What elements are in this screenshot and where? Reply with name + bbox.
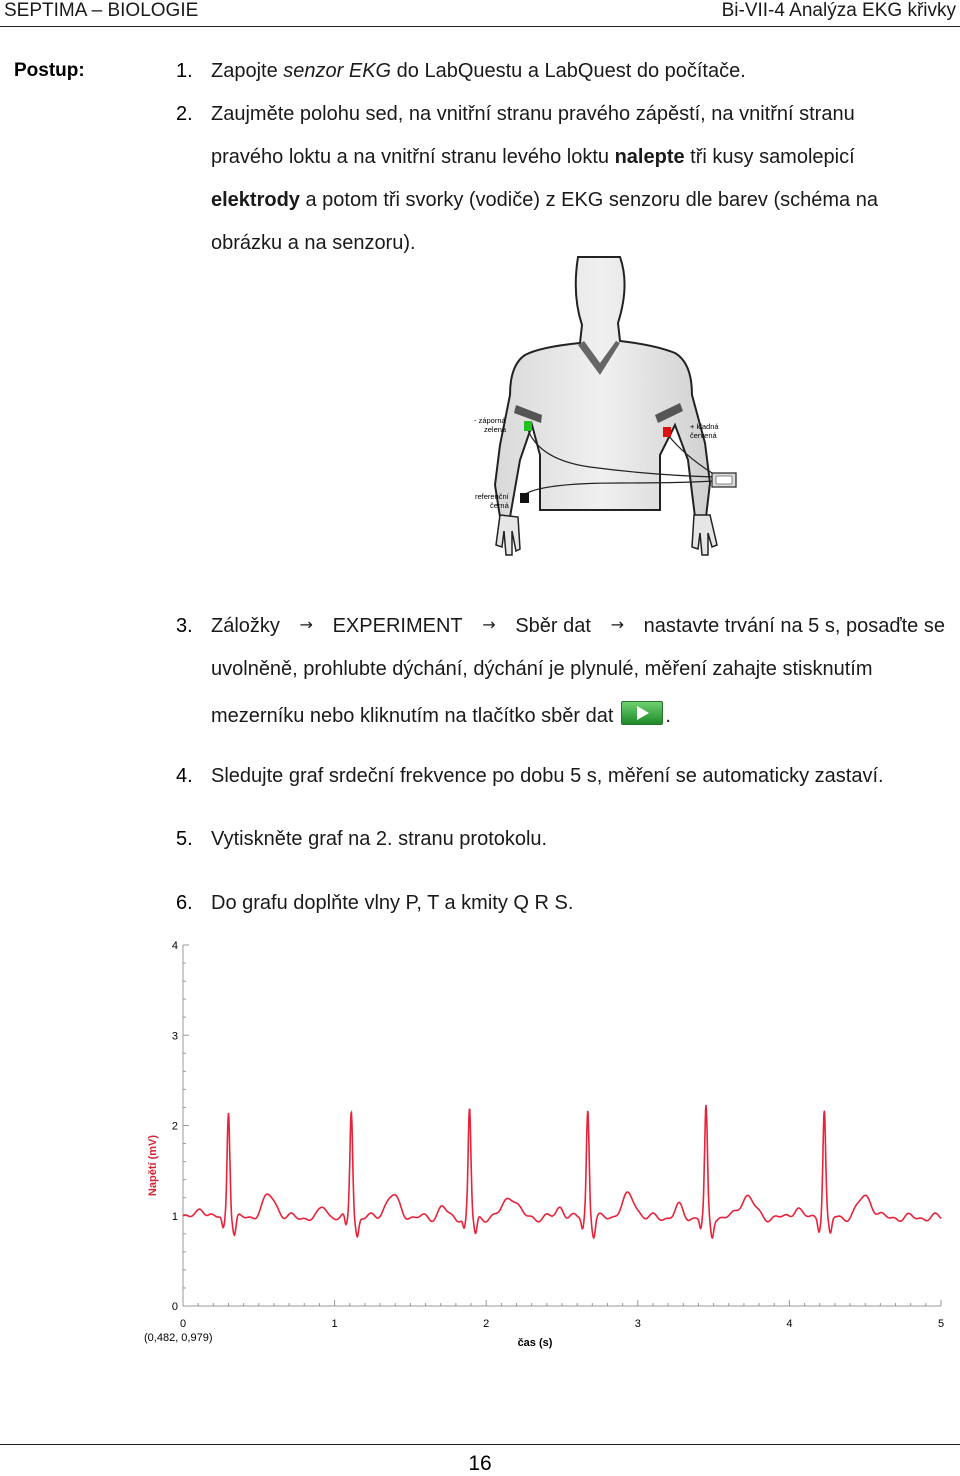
step-4-number: 4. (176, 765, 193, 787)
arrow-icon: → (610, 615, 624, 634)
arrow-icon: → (482, 615, 496, 634)
step-1-text: Zapojte senzor EKG do LabQuestu a LabQuest do počítače. (211, 60, 746, 82)
step-1-emphasis: senzor EKG (283, 60, 392, 82)
x-tick-label: 5 (937, 1318, 945, 1330)
y-tick-label: 3 (171, 1030, 178, 1043)
step-2-line-1: Zaujměte polohu sed, na vnitřní stranu pravého zápěstí, na vnitřní stranu (211, 103, 855, 125)
x-tick-label: 2 (483, 1318, 490, 1330)
y-tick-label: 1 (171, 1210, 178, 1223)
step-3-line-3: mezerníku nebo kliknutím na tlačítko sběr dat . (211, 701, 671, 728)
step-3-number: 3. (176, 615, 193, 637)
step-2-bold-elektrody: elektrody (211, 189, 300, 211)
procedure-label: Postup: (14, 60, 85, 81)
step-2-line-3: elektrody a potom tři svorky (vodiče) z EKG senzoru dle barev (schéma na (211, 189, 878, 211)
ekg-sensor-label (716, 476, 732, 484)
torso-head-shape (495, 257, 710, 517)
header-subject: SEPTIMA – BIOLOGIE (4, 0, 199, 21)
step-5-number: 5. (176, 828, 193, 850)
y-tick-label: 0 (171, 1301, 178, 1313)
right-hand (692, 515, 717, 555)
label-positive-red: + kladná červená (690, 422, 719, 440)
black-electrode (520, 493, 529, 503)
step-2-bold-nalepte: nalepte (614, 146, 685, 168)
play-button-icon (621, 701, 663, 725)
x-tick-label: 1 (331, 1318, 338, 1330)
step-1-number: 1. (176, 60, 193, 82)
green-electrode (524, 421, 532, 431)
cursor-readout: (0,482, 0,979) (144, 1332, 213, 1344)
red-electrode (663, 427, 671, 437)
step-2-line-2: pravého loktu a na vnitřní stranu levého loktu nalepte tři kusy samolepicí (211, 146, 855, 168)
step-6-text: Do grafu doplňte vlny P, T a kmity Q R S. (211, 892, 574, 914)
electrode-placement-figure (470, 255, 770, 575)
step-5-text: Vytiskněte graf na 2. stranu protokolu. (211, 828, 548, 850)
arrow-icon: → (299, 615, 313, 634)
label-reference-black: referenční černá (475, 492, 509, 510)
step-2-number: 2. (176, 103, 193, 125)
y-tick-label: 4 (171, 940, 178, 952)
left-hand (496, 515, 520, 555)
step-3-line-2: uvolněně, prohlubte dýchání, dýchání je plynulé, měření zahajte stisknutím (211, 658, 873, 680)
y-tick-label: 2 (171, 1120, 178, 1133)
x-tick-label: 4 (786, 1318, 793, 1330)
label-negative-green: - záporná zelená (474, 416, 507, 434)
step-2-line-4: obrázku a na senzoru). (211, 232, 416, 254)
x-tick-label: 3 (634, 1318, 641, 1330)
ekg-chart (0, 930, 960, 1400)
step-3-line-1: Záložky → EXPERIMENT → Sběr dat → nastavte trvání na 5 s, posaďte se (211, 615, 945, 637)
footer-rule (0, 1444, 960, 1445)
x-axis-label: čas (s) (517, 1337, 553, 1349)
step-6-number: 6. (176, 892, 193, 914)
page-header (0, 0, 960, 27)
step-4-text: Sledujte graf srdeční frekvence po dobu 5 s, měření se automaticky zastaví. (211, 765, 884, 787)
x-tick-label: 0 (179, 1318, 187, 1330)
header-topic: Bi-VII-4 Analýza EKG křivky (721, 0, 956, 21)
ekg-series-line (183, 1105, 941, 1238)
page-number: 16 (468, 1452, 492, 1475)
y-axis-label: Napětí (mV) (147, 1134, 159, 1197)
